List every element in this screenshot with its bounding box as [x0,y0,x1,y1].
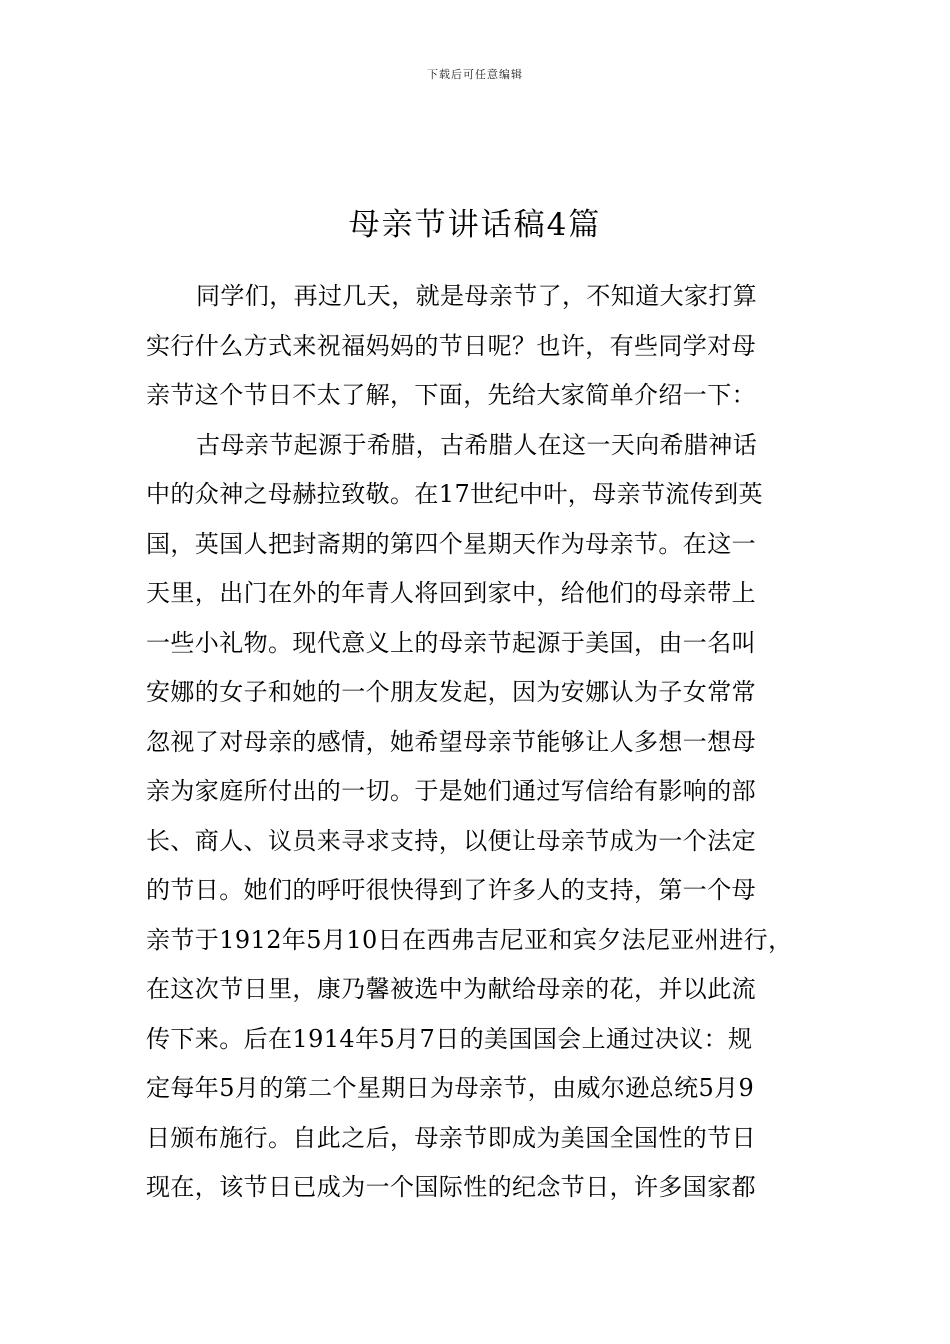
paragraph-2-line-14: 定每年5月的第二个星期日为母亲节，由威尔逊总统5月9 [146,1074,755,1102]
paragraph-2-line-10: 的节日。她们的呼吁很快得到了许多人的支持，第一个母 [146,876,756,904]
paragraph-2-line-3: 国，英国人把封斋期的第四个星期天作为母亲节。在这一 [146,529,756,558]
paragraph-2-line-5: 一些小礼物。现代意义上的母亲节起源于美国，由一名叫 [146,628,756,657]
paragraph-1-line-2: 实行什么方式来祝福妈妈的节日呢？也许，有些同学对母 [146,331,756,360]
paragraph-1-line-3: 亲节这个节日不太了解，下面，先给大家简单介绍一下： [146,381,756,409]
header-note: 下载后可任意编辑 [427,68,523,81]
paragraph-2-line-8: 亲为家庭所付出的一切。于是她们通过写信给有影响的部 [146,777,756,805]
body-text [146,272,808,1213]
paragraph-2-line-15: 日颁布施行。自此之后，母亲节即成为美国全国性的节日 [146,1123,756,1152]
paragraph-2-line-6: 安娜的女子和她的一个朋友发起，因为安娜认为子女常常 [146,678,756,706]
paragraph-2-line-2: 中的众神之母赫拉致敬。在17世纪中叶，母亲节流传到英 [146,480,763,508]
paragraph-2-line-1: 古母亲节起源于希腊，古希腊人在这一天向希腊神话 [196,430,758,459]
paragraph-2-line-16: 现在，该节日已成为一个国际性的纪念节日，许多国家都 [146,1173,756,1201]
paragraph-2-line-11: 亲节于1912年5月10日在西弗吉尼亚和宾夕法尼亚州进行， [146,925,793,954]
paragraph-1-line-1: 同学们，再过几天，就是母亲节了，不知道大家打算 [196,282,758,310]
paragraph-2-line-4: 天里，出门在外的年青人将回到家中，给他们的母亲带上 [146,579,756,607]
paragraph-2-line-9: 长、商人、议员来寻求支持，以便让母亲节成为一个法定 [146,826,756,855]
document-title: 母亲节讲话稿4篇 [348,206,602,243]
paragraph-2-line-12: 在这次节日里，康乃馨被选中为献给母亲的花，并以此流 [146,975,756,1003]
paragraph-2-line-7: 忽视了对母亲的感情，她希望母亲节能够让人多想一想母 [146,727,756,756]
paragraph-2-line-13: 传下来。后在1914年5月7日的美国国会上通过决议：规 [146,1024,753,1053]
